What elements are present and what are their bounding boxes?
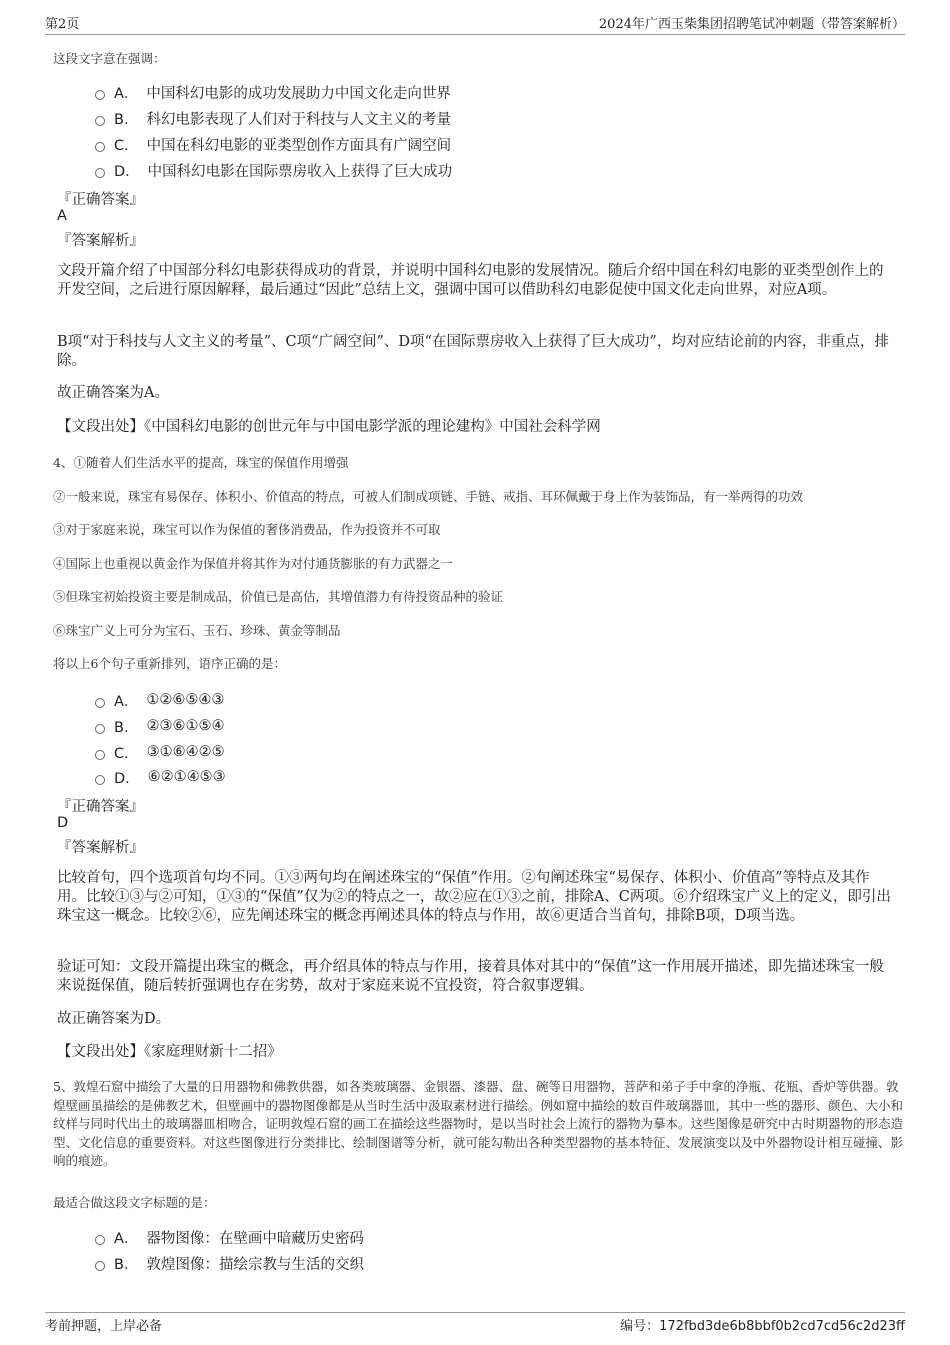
q3-option-d[interactable]: D． 中国科幻电影在国际票房收入上获得了巨大成功 [95,160,452,180]
radio-icon[interactable] [95,1261,105,1271]
q3-analysis-paragraph-2: B项“对于科技与人文主义的考量”、C项“广阔空间”、D项“在国际票房收入上获得了巨大成功”，均对应结论前的内容，非重点，排除。 [57,334,889,369]
radio-icon[interactable] [95,1235,105,1245]
page-number: 第2页 [45,17,80,32]
radio-icon[interactable] [95,775,105,785]
radio-icon[interactable] [95,116,105,126]
q3-analysis-label: 『答案解析』 [57,233,144,249]
q5-option-b[interactable]: B． 敦煌图像：描绘宗教与生活的交织 [95,1253,364,1273]
q4-option-a[interactable]: A． ①②⑥⑤④③ [95,690,224,710]
page-header [45,12,905,35]
radio-icon[interactable] [95,750,105,760]
q3-source: 【文段出处】《中国科幻电影的创世元年与中国电影学派的理论建构》中国社会科学网 [57,419,601,435]
radio-icon[interactable] [95,698,105,708]
q5-option-a[interactable]: A． 器物图像：在壁画中暗藏历史密码 [95,1227,364,1247]
q4-analysis-paragraph-1: 比较首句，四个选项首句均不同。①③两句均在阐述珠宝的“保值”作用。②句阐述珠宝“易保存、体积小、价值高”等特点及其作用。比较①③与②可知，①③的“保值”仅为②的特点之一，故②应在①③之前，排除A、C两项。⑥介绍珠宝广义上的定义，即引出珠宝这一概念。比较②⑥，应先阐述珠宝的概念再阐述具体的特点与作用，故⑥更适合当首句，排除B项，D项当选。 [57,870,891,924]
document-title: 2024年广西玉柴集团招聘笔试冲刺题（带答案解析） [598,17,905,32]
q4-option-b[interactable]: B． ②③⑥①⑤④ [95,716,224,736]
q3-analysis-paragraph-1: 文段开篇介绍了中国部分科幻电影获得成功的背景，并说明中国科幻电影的发展情况。随后介绍中国在科幻电影的亚类型创作上的开发空间，之后进行原因解释，最后通过“因此”总结上文，强调中国可以借助科幻电影促使中国文化走向世界，对应A项。 [57,263,884,298]
q4-option-c[interactable]: C． ③①⑥④②⑤ [95,742,225,762]
q4-analysis-label: 『答案解析』 [57,840,144,856]
q4-analysis-paragraph-3: 故正确答案为D。 [57,1011,171,1027]
q4-sentence-4: ④国际上也重视以黄金作为保值并将其作为对付通货膨胀的有力武器之一 [53,556,454,571]
q5-passage: 5、敦煌石窟中描绘了大量的日用器物和佛教供器，如各类玻璃器、金银器、漆器、盘、碗等日用器物，菩萨和弟子手中拿的净瓶、花瓶、香炉等供器。敦煌壁画虽描绘的是佛教艺术，但壁画中的器物图像都是从当时生活中汲取素材进行描绘。例如窟中描绘的数百件玻璃器皿，其中一些的器形、颜色、大小和纹样与同时代出土的玻璃器皿相吻合，证明敦煌石窟的画工在描绘这些器物时，是以当时社会上流行的器物为摹本。这些图像是研究中古时期器物的形态造型、文化信息的重要资料。对这些图像进行分类排比、绘制图谱等分析，就可能勾勒出各种类型器物的基本特征、发展演变以及中外器物设计相互碰撞、影响的痕迹。 [53,1079,904,1168]
q4-source: 【文段出处】《家庭理财新十二招》 [57,1044,282,1060]
q5-prompt: 最适合做这段文字标题的是： [53,1195,216,1210]
document-code: 编号：172fbd3de6b8bbf0b2cd7cd56c2d23ff [620,1319,905,1334]
footer-slogan: 考前押题，上岸必备 [45,1319,163,1334]
q3-prompt: 这段文字意在强调： [53,51,166,66]
page-footer [45,1312,905,1334]
q3-option-b[interactable]: B． 科幻电影表现了人们对于科技与人文主义的考量 [95,108,451,128]
q4-option-d[interactable]: D． ⑥②①④⑤③ [95,767,226,787]
q4-prompt: 将以上6个句子重新排列，语序正确的是： [53,656,286,671]
q3-analysis-paragraph-3: 故正确答案为A。 [57,385,169,401]
radio-icon[interactable] [95,142,105,152]
q4-sentence-6: ⑥珠宝广义上可分为宝石、玉石、珍珠、黄金等制品 [53,623,341,638]
q4-sentence-5: ⑤但珠宝初始投资主要是制成品，价值已是高估，其增值潜力有待投资品种的验证 [53,589,504,604]
q4-answer: D [57,815,69,831]
q3-option-c[interactable]: C． 中国在科幻电影的亚类型创作方面具有广阔空间 [95,134,451,154]
q4-answer-label: 『正确答案』 [57,799,144,815]
radio-icon[interactable] [95,724,105,734]
q4-sentence-3: ③对于家庭来说，珠宝可以作为保值的奢侈消费品，作为投资并不可取 [53,522,441,537]
radio-icon[interactable] [95,90,105,100]
q3-option-a[interactable]: A． 中国科幻电影的成功发展助力中国文化走向世界 [95,82,451,102]
radio-icon[interactable] [95,168,105,178]
q3-answer-label: 『正确答案』 [57,192,144,208]
q3-answer: A [57,208,67,224]
q4-sentence-2: ②一般来说，珠宝有易保存、体积小、价值高的特点，可被人们制成项链、手链、戒指、耳环佩戴于身上作为装饰品，有一举两得的功效 [53,489,804,504]
q4-analysis-paragraph-2: 验证可知：文段开篇提出珠宝的概念，再介绍具体的特点与作用，接着具体对其中的“保值”这一作用展开描述，即先描述珠宝一般来说挺保值，随后转折强调也存在劣势，故对于家庭来说不宜投资，符合叙事逻辑。 [57,959,884,994]
q4-sentence-1: 4、①随着人们生活水平的提高，珠宝的保值作用增强 [53,455,349,470]
